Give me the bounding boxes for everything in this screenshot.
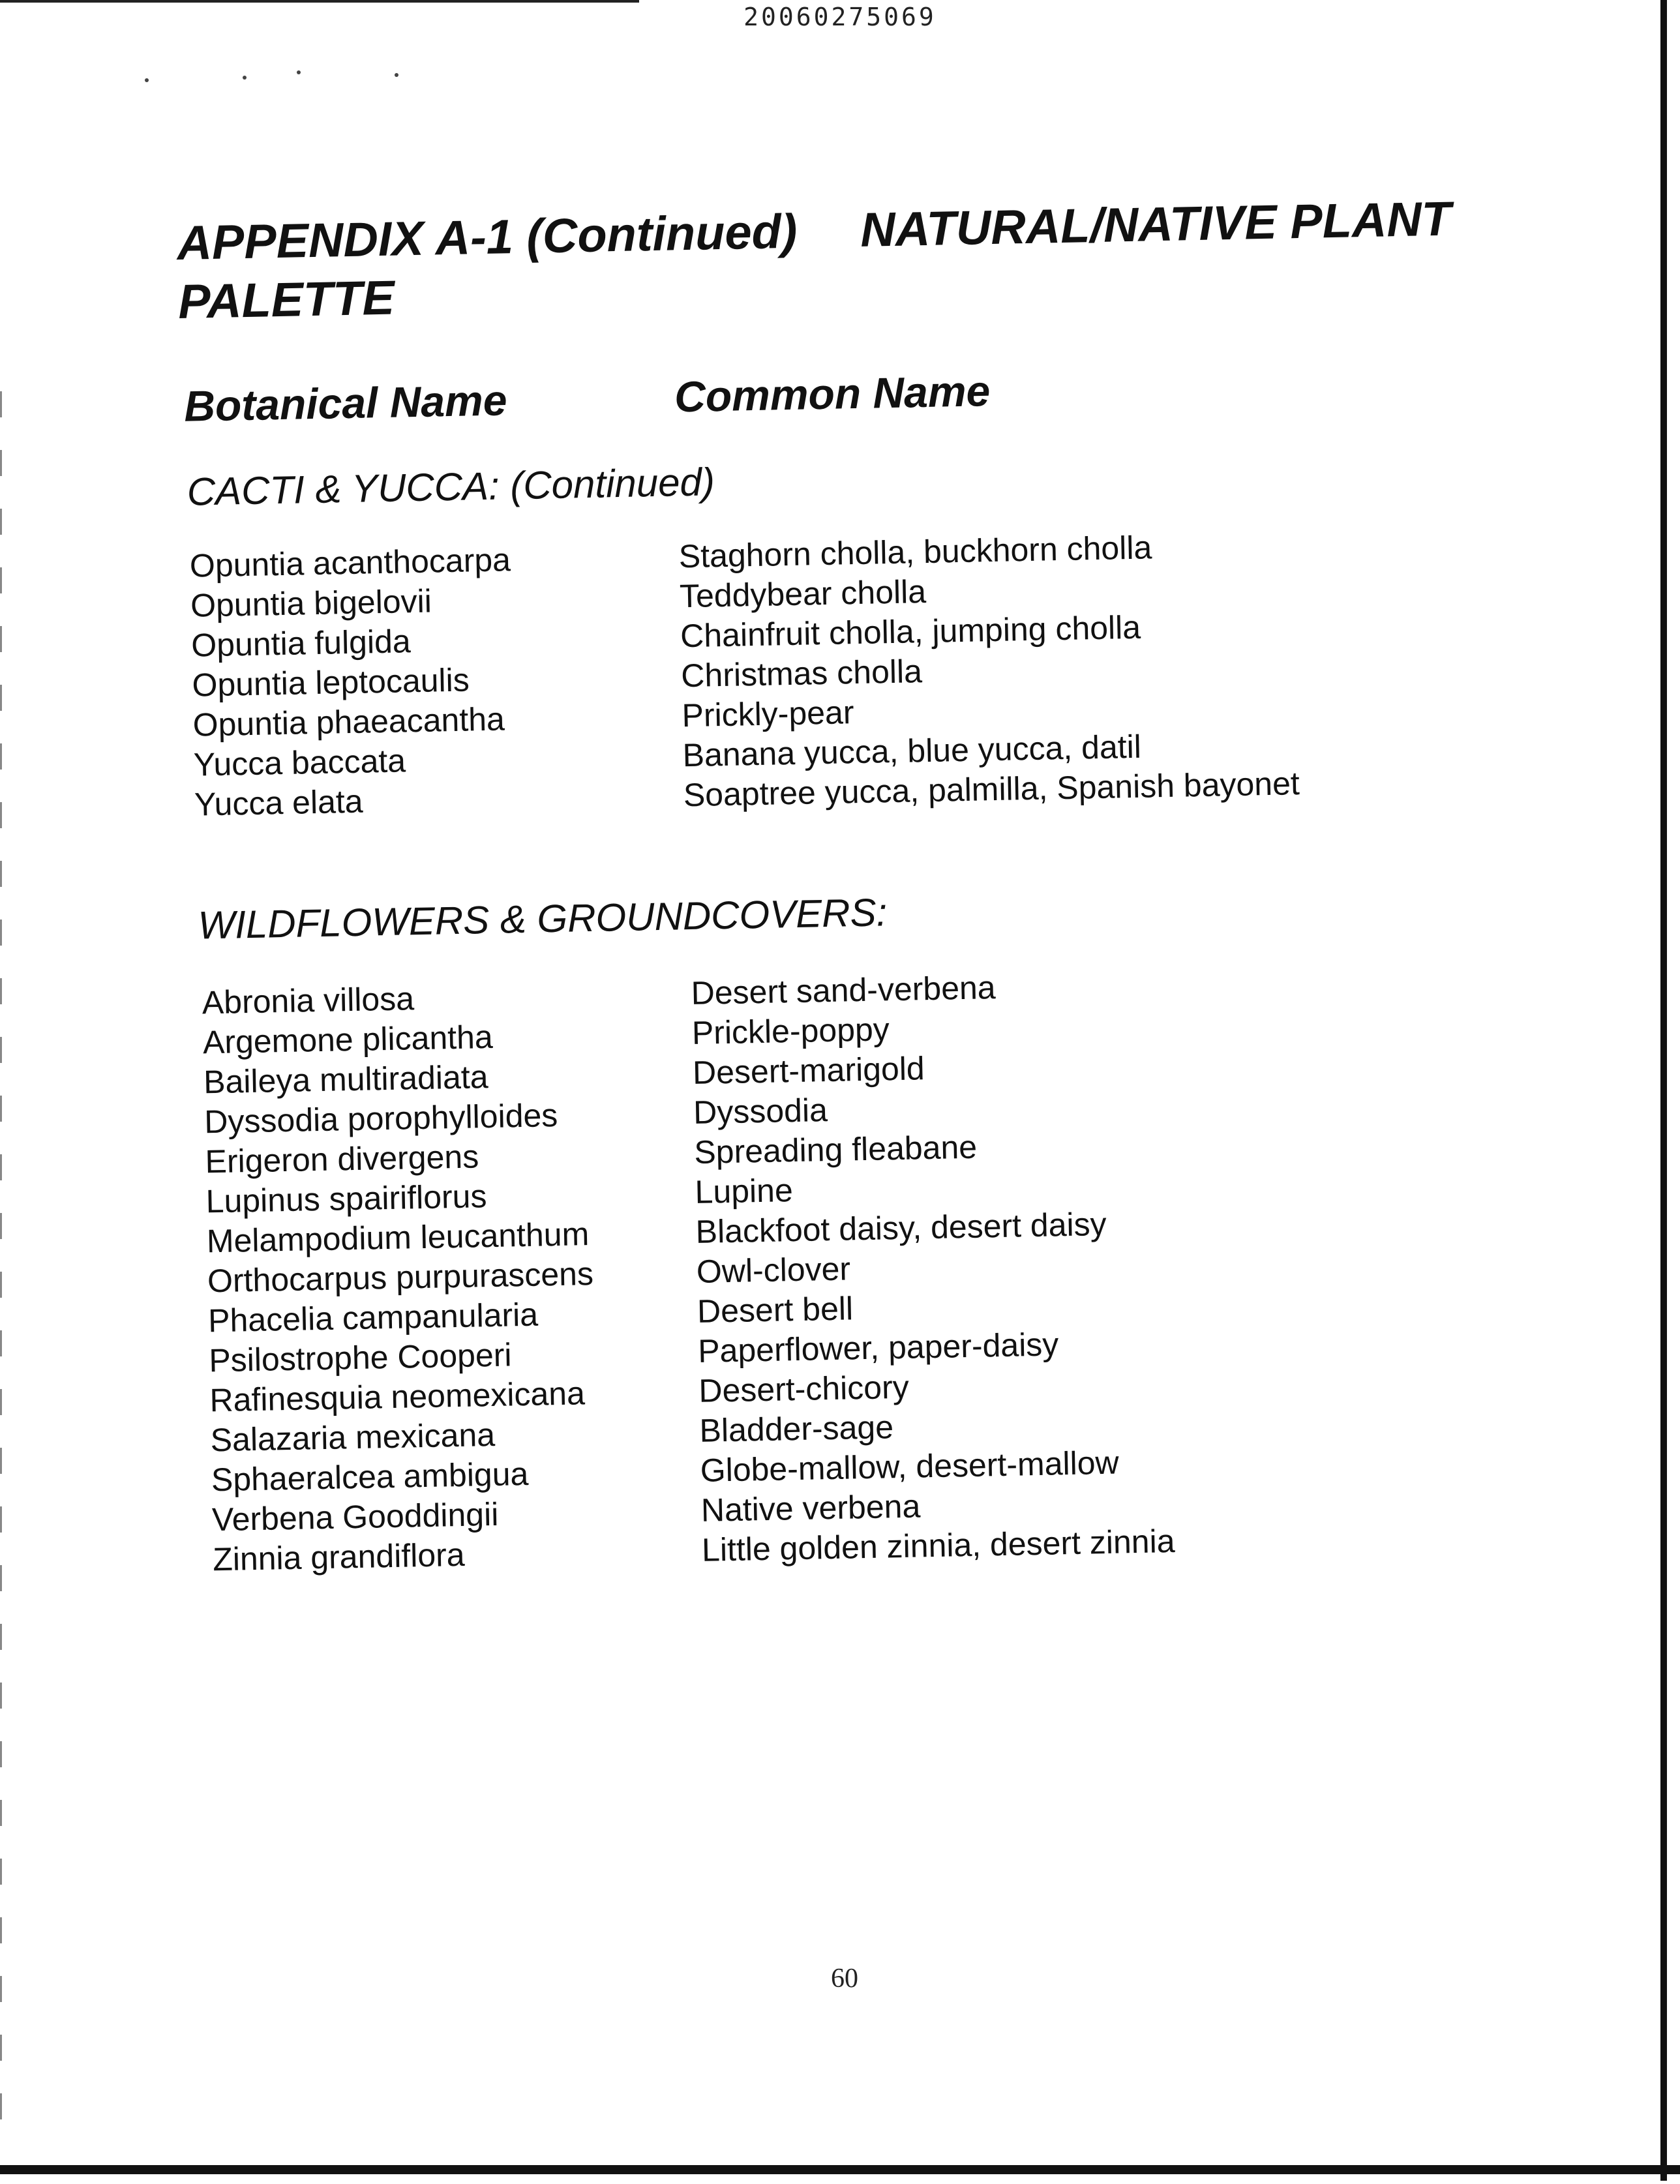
common-name: Christmas cholla — [680, 653, 923, 695]
palette-title: NATURAL/NATIVE PLANT — [860, 191, 1452, 257]
common-name: Banana yucca, blue yucca, datil — [682, 728, 1142, 774]
botanical-name: Melampodium leucanthum — [206, 1216, 590, 1260]
common-name: Desert-marigold — [692, 1050, 925, 1092]
common-name: Owl-clover — [696, 1250, 851, 1290]
common-name: Little golden zinnia, desert zinnia — [701, 1522, 1175, 1568]
common-name: Desert-chicory — [698, 1368, 910, 1409]
botanical-name: Phacelia campanularia — [207, 1296, 539, 1339]
common-name: Globe-mallow, desert-mallow — [700, 1444, 1120, 1489]
botanical-name: Yucca baccata — [193, 742, 406, 783]
botanical-name: Psilostrophe Cooperi — [208, 1336, 512, 1379]
cacti-botanical-list — [189, 540, 515, 824]
botanical-name: Opuntia bigelovii — [190, 582, 432, 624]
common-name-header: Common Name — [674, 366, 991, 421]
page-number: 60 — [831, 1964, 858, 1994]
wildflowers-botanical-list — [202, 976, 599, 1579]
common-name: Blackfoot daisy, desert daisy — [695, 1205, 1107, 1250]
section-heading-cacti-yucca: CACTI & YUCCA: (Continued) — [187, 460, 715, 514]
section-heading-wildflowers: WILDFLOWERS & GROUNDCOVERS: — [197, 890, 888, 948]
common-name: Bladder-sage — [699, 1409, 894, 1449]
botanical-name: Opuntia fulgida — [190, 623, 412, 664]
botanical-name: Lupinus spairiflorus — [205, 1178, 487, 1220]
document-number: 20060275069 — [743, 3, 937, 31]
cacti-common-list — [678, 525, 1300, 815]
botanical-name: Orthocarpus purpurascens — [207, 1255, 594, 1300]
common-name: Prickly-pear — [681, 694, 854, 734]
botanical-name: Zinnia grandiflora — [212, 1536, 466, 1578]
common-name: Desert bell — [697, 1290, 854, 1330]
botanical-name: Sphaeralcea ambigua — [211, 1455, 529, 1499]
botanical-name: Dyssodia porophylloides — [203, 1097, 558, 1141]
botanical-name: Opuntia phaeacantha — [192, 700, 505, 743]
common-name: Staghorn cholla, buckhorn cholla — [678, 529, 1152, 575]
palette-title-continued: PALETTE — [177, 270, 395, 329]
common-name: Paperflower, paper-daisy — [697, 1326, 1059, 1369]
wildflowers-common-list — [691, 965, 1175, 1570]
common-name: Soaptree yucca, palmilla, Spanish bayonet — [683, 765, 1300, 814]
botanical-name: Yucca elata — [194, 783, 364, 823]
common-name: Dyssodia — [693, 1092, 828, 1131]
common-name: Prickle-poppy — [691, 1011, 890, 1052]
botanical-name: Argemone plicantha — [202, 1018, 494, 1061]
left-scan-edge — [0, 391, 2, 2152]
common-name: Desert sand-verbena — [691, 969, 997, 1012]
botanical-name-header: Botanical Name — [183, 376, 508, 430]
botanical-name: Opuntia leptocaulis — [191, 661, 470, 704]
common-name: Teddybear cholla — [679, 573, 927, 615]
botanical-name: Rafinesquia neomexicana — [209, 1375, 586, 1419]
common-name: Lupine — [695, 1172, 794, 1210]
common-name: Spreading fleabane — [693, 1128, 978, 1171]
common-name: Native verbena — [700, 1488, 921, 1529]
common-name: Chainfruit cholla, jumping cholla — [680, 608, 1141, 655]
botanical-name: Baileya multiradiata — [203, 1058, 488, 1101]
botanical-name: Opuntia acanthocarpa — [189, 541, 511, 584]
appendix-title: APPENDIX A-1 (Continued) — [176, 203, 798, 270]
botanical-name: Verbena Gooddingii — [211, 1495, 499, 1538]
botanical-name: Abronia villosa — [202, 980, 415, 1021]
botanical-name: Erigeron divergens — [204, 1138, 479, 1180]
botanical-name: Salazaria mexicana — [210, 1416, 496, 1459]
